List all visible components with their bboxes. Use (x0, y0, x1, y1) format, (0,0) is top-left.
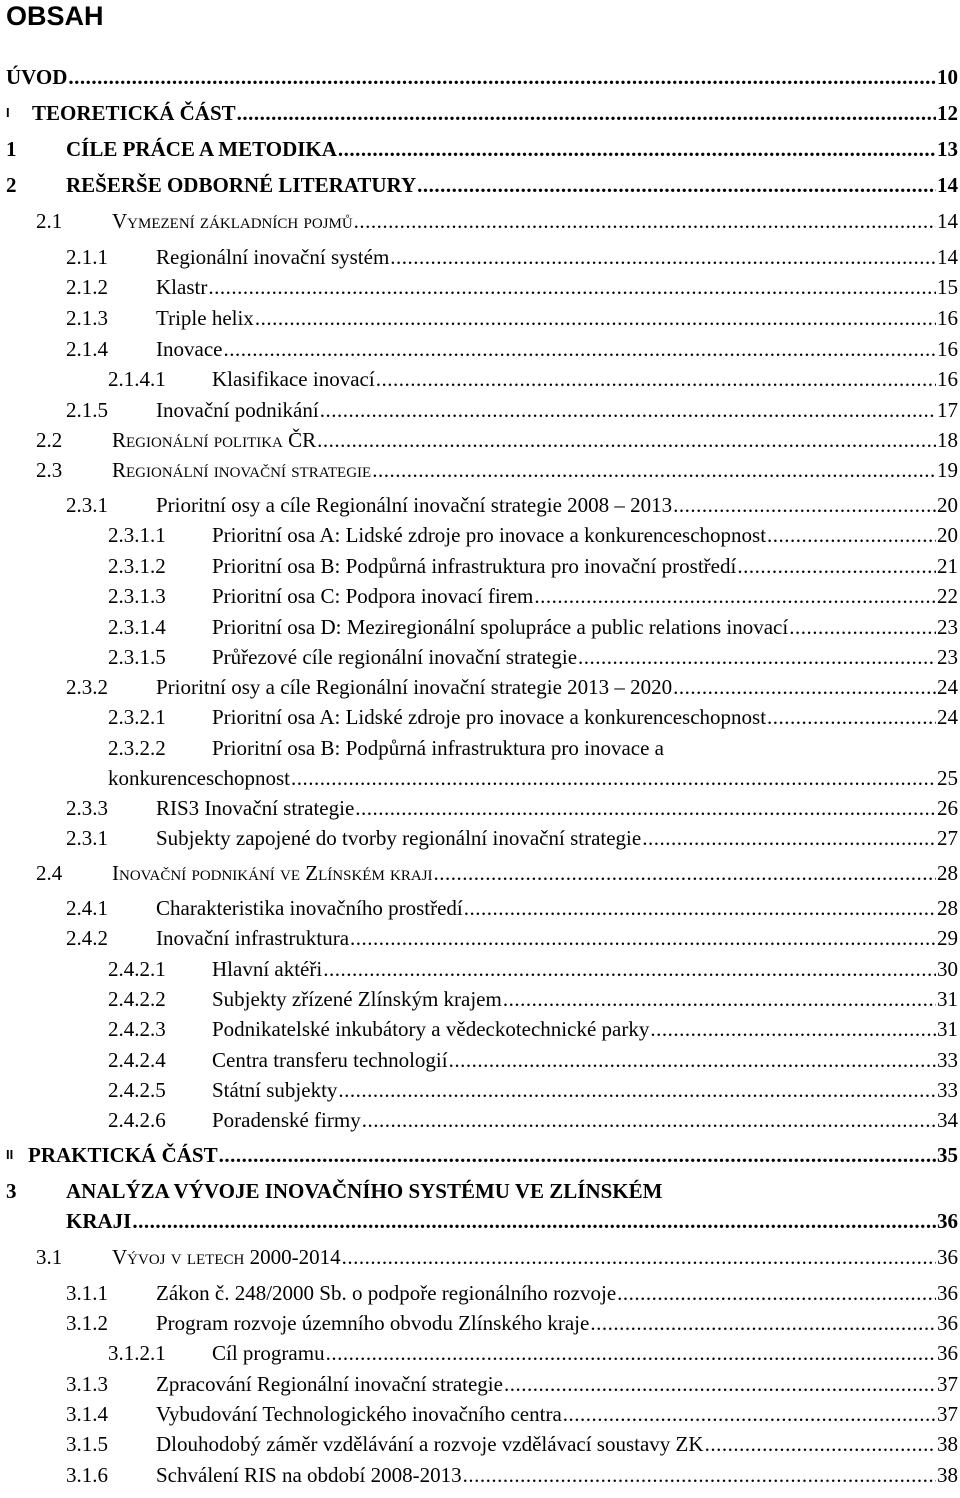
toc-entry-number: 2.3.2.1 (108, 705, 166, 729)
toc-page-number: 10 (937, 65, 958, 89)
toc-entry-title: KRAJI (66, 1209, 132, 1233)
toc-entry[interactable] (6, 64, 958, 90)
toc-entry-number: 2.4.2.3 (108, 1017, 166, 1041)
toc-page-number: 31 (937, 987, 958, 1011)
toc-dot-leader (326, 1340, 936, 1366)
toc-entry-title: PRAKTICKÁ ČÁST (28, 1143, 218, 1167)
toc-entry-title: Inovace (156, 337, 223, 361)
toc-page-number: 16 (937, 306, 958, 330)
toc-entry[interactable] (66, 274, 958, 300)
toc-entry-title: Hlavní aktéři (212, 957, 323, 981)
toc-entry-title: Klasifikace inovací (212, 367, 375, 391)
toc-page-number: 38 (937, 1432, 958, 1456)
toc-entry-number: 2.4.2.1 (108, 957, 166, 981)
toc-entry-title: Schválení RIS na období 2008-2013 (156, 1463, 462, 1487)
toc-entry-number: 3.1.1 (66, 1281, 108, 1305)
toc-entry-number: 2.3.1.3 (108, 584, 166, 608)
toc-entry-title: ÚVOD (6, 65, 68, 89)
toc-entry[interactable] (66, 1310, 958, 1336)
toc-entry-title: Prioritní osa C: Podpora inovací firem (212, 584, 534, 608)
toc-entry[interactable] (66, 1371, 958, 1397)
toc-dot-leader (342, 1244, 936, 1270)
toc-dot-leader (578, 644, 936, 670)
toc-entry[interactable] (66, 1280, 958, 1306)
toc-page-number: 33 (937, 1078, 958, 1102)
toc-entry-number: 2.3 (36, 458, 63, 482)
toc-entry[interactable] (108, 986, 958, 1012)
toc-entry-title: Podnikatelské inkubátory a vědeckotechnické parky (212, 1017, 650, 1041)
toc-dot-leader (789, 614, 936, 640)
toc-entry-title: RIS3 Inovační strategie (156, 796, 355, 820)
toc-entry[interactable] (36, 457, 958, 483)
toc-entry[interactable] (36, 208, 958, 234)
toc-dot-leader (503, 986, 936, 1012)
toc-dot-leader (291, 765, 936, 791)
toc-page-number: 14 (937, 245, 958, 269)
toc-dot-leader (338, 1077, 936, 1103)
toc-page-number: 23 (937, 645, 958, 669)
toc-entry-title: ANALÝZA VÝVOJE INOVAČNÍHO SYSTÉMU VE ZLÍNSKÉM (66, 1179, 663, 1203)
toc-entry[interactable] (6, 172, 958, 198)
toc-dot-leader (417, 172, 936, 198)
toc-entry-number: I (6, 105, 10, 120)
toc-entry-title: Dlouhodobý záměr vzdělávání a rozvoje vzdělávací soustavy ZK (156, 1432, 704, 1456)
toc-dot-leader (434, 860, 936, 886)
toc-entry-title: Prioritní osa A: Lidské zdroje pro inovace a konkurenceschopnost (212, 523, 767, 547)
toc-entry-title: Centra transferu technologií (212, 1048, 448, 1072)
toc-dot-leader (362, 1107, 936, 1133)
toc-dot-leader (354, 208, 936, 234)
toc-entry[interactable] (66, 305, 958, 331)
toc-entry-title: Vybudování Technologického inovačního centra (156, 1402, 562, 1426)
toc-dot-leader (323, 956, 936, 982)
toc-entry[interactable] (36, 860, 958, 886)
toc-dot-leader (650, 1016, 936, 1042)
toc-entry-title: Průřezové cíle regionální inovační strategie (212, 645, 578, 669)
toc-dot-leader (376, 366, 936, 392)
toc-dot-leader (504, 1371, 936, 1397)
toc-entry-number: 2.3.2.2 (108, 736, 166, 760)
toc-dot-leader (705, 1431, 936, 1457)
toc-entry[interactable] (108, 735, 958, 761)
toc-page-number: 18 (937, 428, 958, 452)
toc-page-number: 31 (937, 1017, 958, 1041)
toc-entry-number: 3 (6, 1179, 17, 1203)
toc-entry-number: 2.4 (36, 861, 63, 885)
toc-entry[interactable] (36, 1244, 958, 1270)
toc-dot-leader (355, 795, 936, 821)
toc-entry-title: Cíl programu (212, 1341, 325, 1365)
toc-entry-title: Prioritní osa B: Podpůrná infrastruktura pro inovační prostředí (212, 554, 737, 578)
toc-dot-leader (372, 457, 936, 483)
toc-entry-number: 2.1.2 (66, 275, 108, 299)
toc-entry-title: TEORETICKÁ ČÁST (32, 101, 236, 125)
toc-entry-number: 2.3.1.1 (108, 523, 166, 547)
toc-entry[interactable] (66, 336, 958, 362)
toc-dot-leader (390, 244, 936, 270)
toc-page-number: 14 (937, 209, 958, 233)
toc-dot-leader (223, 336, 936, 362)
toc-entry-title: Prioritní osa B: Podpůrná infrastruktura pro inovace a (212, 736, 664, 760)
toc-entry-number: 3.1.5 (66, 1432, 108, 1456)
toc-entry-number: 2.3.1 (66, 826, 108, 850)
toc-dot-leader (590, 1310, 936, 1336)
toc-page-number: 36 (937, 1281, 958, 1305)
toc-entry[interactable] (66, 795, 958, 821)
toc-entry-number: 2.2 (36, 428, 63, 452)
toc-entry[interactable] (66, 925, 958, 951)
toc-entry[interactable] (108, 1107, 958, 1133)
toc-entry[interactable] (66, 1431, 958, 1457)
toc-entry-title: Subjekty zapojené do tvorby regionální inovační strategie (156, 826, 642, 850)
toc-entry-number: 3.1.2 (66, 1311, 108, 1335)
toc-entry-number: 1 (6, 137, 17, 161)
toc-entry-title: CÍLE PRÁCE A METODIKA (66, 137, 337, 161)
toc-entry-title: Prioritní osa D: Meziregionální spolupráce a public relations inovací (212, 615, 789, 639)
toc-entry[interactable] (108, 553, 958, 579)
toc-page-number: 15 (937, 275, 958, 299)
toc-entry-number: 3.1.4 (66, 1402, 108, 1426)
toc-page-number: 30 (937, 957, 958, 981)
toc-entry-number: 2.3.1.5 (108, 645, 166, 669)
toc-entry-title: Klastr (156, 275, 208, 299)
toc-page-number: 13 (937, 137, 958, 161)
toc-entry-title: Regionální politika ČR (112, 428, 317, 452)
toc-entry[interactable] (108, 765, 958, 791)
toc-page-number: 16 (937, 337, 958, 361)
toc-dot-leader (642, 825, 936, 851)
toc-entry-number: 2.3.1.4 (108, 615, 166, 639)
toc-page-number: 24 (937, 675, 958, 699)
toc-entry-number: 2.3.1 (66, 493, 108, 517)
toc-entry-number: 3.1.6 (66, 1463, 108, 1487)
toc-entry-number: 2 (6, 173, 17, 197)
toc-dot-leader (255, 305, 936, 331)
toc-entry-title: Inovační infrastruktura (156, 926, 350, 950)
toc-dot-leader (617, 1280, 936, 1306)
toc-page-number: 22 (937, 584, 958, 608)
toc-page-number: 29 (937, 926, 958, 950)
toc-entry-title: konkurenceschopnost (108, 766, 290, 790)
toc-dot-leader (767, 704, 936, 730)
toc-dot-leader (737, 553, 936, 579)
toc-entry-number: 3.1.3 (66, 1372, 108, 1396)
toc-page-number: 34 (937, 1108, 958, 1132)
toc-entry-number: II (6, 1147, 14, 1162)
toc-page-number: 35 (937, 1143, 958, 1167)
toc-entry-title: Triple helix (156, 306, 254, 330)
toc-entry-title: Státní subjekty (212, 1078, 338, 1102)
toc-entry-title: Regionální inovační systém (156, 245, 390, 269)
toc-entry[interactable] (6, 1142, 958, 1168)
toc-entry-number: 2.4.2.4 (108, 1048, 166, 1072)
toc-dot-leader (534, 583, 936, 609)
toc-entry-title: Prioritní osa A: Lidské zdroje pro inovace a konkurenceschopnost (212, 705, 767, 729)
toc-entry[interactable] (66, 244, 958, 270)
toc-page-number: 20 (937, 523, 958, 547)
toc-entry[interactable] (36, 427, 958, 453)
toc-dot-leader (449, 1047, 936, 1073)
toc-entry-number: 2.4.2 (66, 926, 108, 950)
toc-entry-number: 2.1.3 (66, 306, 108, 330)
toc-dot-leader (68, 64, 936, 90)
toc-entry-number: 2.4.2.2 (108, 987, 166, 1011)
toc-dot-leader (237, 100, 936, 126)
toc-entry-title: Vývoj v letech 2000-2014 (112, 1245, 341, 1269)
toc-page-number: 28 (937, 861, 958, 885)
toc-dot-leader (320, 397, 936, 423)
toc-entry-title: Subjekty zřízené Zlínským krajem (212, 987, 502, 1011)
toc-page-number: 14 (937, 173, 958, 197)
toc-entry-number: 2.1 (36, 209, 63, 233)
toc-dot-leader (338, 136, 936, 162)
toc-page-number: 36 (937, 1311, 958, 1335)
toc-entry[interactable] (108, 614, 958, 640)
toc-page-number: 33 (937, 1048, 958, 1072)
toc-entry[interactable] (108, 1340, 958, 1366)
toc-entry[interactable] (66, 492, 958, 518)
toc-entry[interactable] (66, 397, 958, 423)
toc-entry-title: REŠERŠE ODBORNÉ LITERATURY (66, 173, 417, 197)
toc-entry-title: Inovační podnikání ve Zlínském kraji (112, 861, 433, 885)
toc-entry[interactable] (66, 825, 958, 851)
toc-page-number: 38 (937, 1463, 958, 1487)
toc-entry[interactable] (6, 100, 958, 126)
toc-entry[interactable] (108, 583, 958, 609)
toc-page-number: 37 (937, 1402, 958, 1426)
toc-dot-leader (219, 1142, 936, 1168)
toc-entry-title: Vymezení základních pojmů (112, 209, 353, 233)
toc-page-number: 17 (937, 398, 958, 422)
toc-page-number: 24 (937, 705, 958, 729)
toc-entry[interactable] (6, 1178, 958, 1204)
toc-entry[interactable] (66, 1401, 958, 1427)
toc-entry-number: 2.4.2.5 (108, 1078, 166, 1102)
toc-entry-title: Regionální inovační strategie (112, 458, 372, 482)
toc-page-number: 27 (937, 826, 958, 850)
toc-entry-title: Charakteristika inovačního prostředí (156, 896, 463, 920)
toc-dot-leader (208, 274, 936, 300)
toc-page-number: 20 (937, 493, 958, 517)
toc-page-number: 21 (937, 554, 958, 578)
toc-entry-number: 2.4.2.6 (108, 1108, 166, 1132)
toc-entry-number: 2.1.1 (66, 245, 108, 269)
toc-entry[interactable] (108, 522, 958, 548)
toc-entry[interactable] (108, 1077, 958, 1103)
toc-entry[interactable] (108, 644, 958, 670)
toc-page-number: 12 (937, 101, 958, 125)
toc-dot-leader (464, 895, 936, 921)
toc-dot-leader (317, 427, 936, 453)
toc-entry-title: Zákon č. 248/2000 Sb. o podpoře regionálního rozvoje (156, 1281, 617, 1305)
toc-entry-number: 2.1.5 (66, 398, 108, 422)
toc-entry[interactable] (66, 674, 958, 700)
toc-dot-leader (350, 925, 936, 951)
toc-entry-title: Program rozvoje územního obvodu Zlínského kraje (156, 1311, 590, 1335)
toc-dot-leader (673, 492, 936, 518)
toc-page-number: 36 (937, 1341, 958, 1365)
toc-entry-number: 3.1 (36, 1245, 63, 1269)
toc-entry[interactable] (66, 895, 958, 921)
toc-page-number: 36 (937, 1209, 958, 1233)
toc-page-number: 19 (937, 458, 958, 482)
toc-page-number: 28 (937, 896, 958, 920)
toc-entry[interactable] (6, 136, 958, 162)
toc-page-number: 25 (937, 766, 958, 790)
toc-entry-number: 3.1.2.1 (108, 1341, 166, 1365)
toc-dot-leader (132, 1208, 936, 1234)
toc-entry-title: Prioritní osy a cíle Regionální inovační strategie 2008 – 2013 (156, 493, 673, 517)
toc-entry[interactable] (66, 1462, 958, 1488)
toc-entry-number: 2.1.4.1 (108, 367, 166, 391)
toc-entry[interactable] (108, 1047, 958, 1073)
toc-entry-number: 2.3.3 (66, 796, 108, 820)
toc-dot-leader (673, 674, 936, 700)
toc-entry-number: 2.1.4 (66, 337, 108, 361)
toc-page-number: 23 (937, 615, 958, 639)
toc-dot-leader (563, 1401, 936, 1427)
toc-entry[interactable] (108, 704, 958, 730)
toc-page-number: 37 (937, 1372, 958, 1396)
toc-entry[interactable] (108, 956, 958, 982)
toc-dot-leader (463, 1462, 936, 1488)
page-title: OBSAH (6, 1, 104, 31)
toc-entry-title: Zpracování Regionální inovační strategie (156, 1372, 503, 1396)
toc-entry-number: 2.3.2 (66, 675, 108, 699)
toc-entry[interactable] (66, 1208, 958, 1234)
toc-dot-leader (767, 522, 936, 548)
toc-page-number: 26 (937, 796, 958, 820)
toc-entry-number: 2.4.1 (66, 896, 108, 920)
toc-page-number: 36 (937, 1245, 958, 1269)
toc-entry-title: Inovační podnikání (156, 398, 319, 422)
toc-entry-title: Prioritní osy a cíle Regionální inovační strategie 2013 – 2020 (156, 675, 673, 699)
toc-entry-number: 2.3.1.2 (108, 554, 166, 578)
toc-entry[interactable] (108, 1016, 958, 1042)
toc-page-number: 16 (937, 367, 958, 391)
toc-entry-title: Poradenské firmy (212, 1108, 361, 1132)
toc-entry[interactable] (108, 366, 958, 392)
